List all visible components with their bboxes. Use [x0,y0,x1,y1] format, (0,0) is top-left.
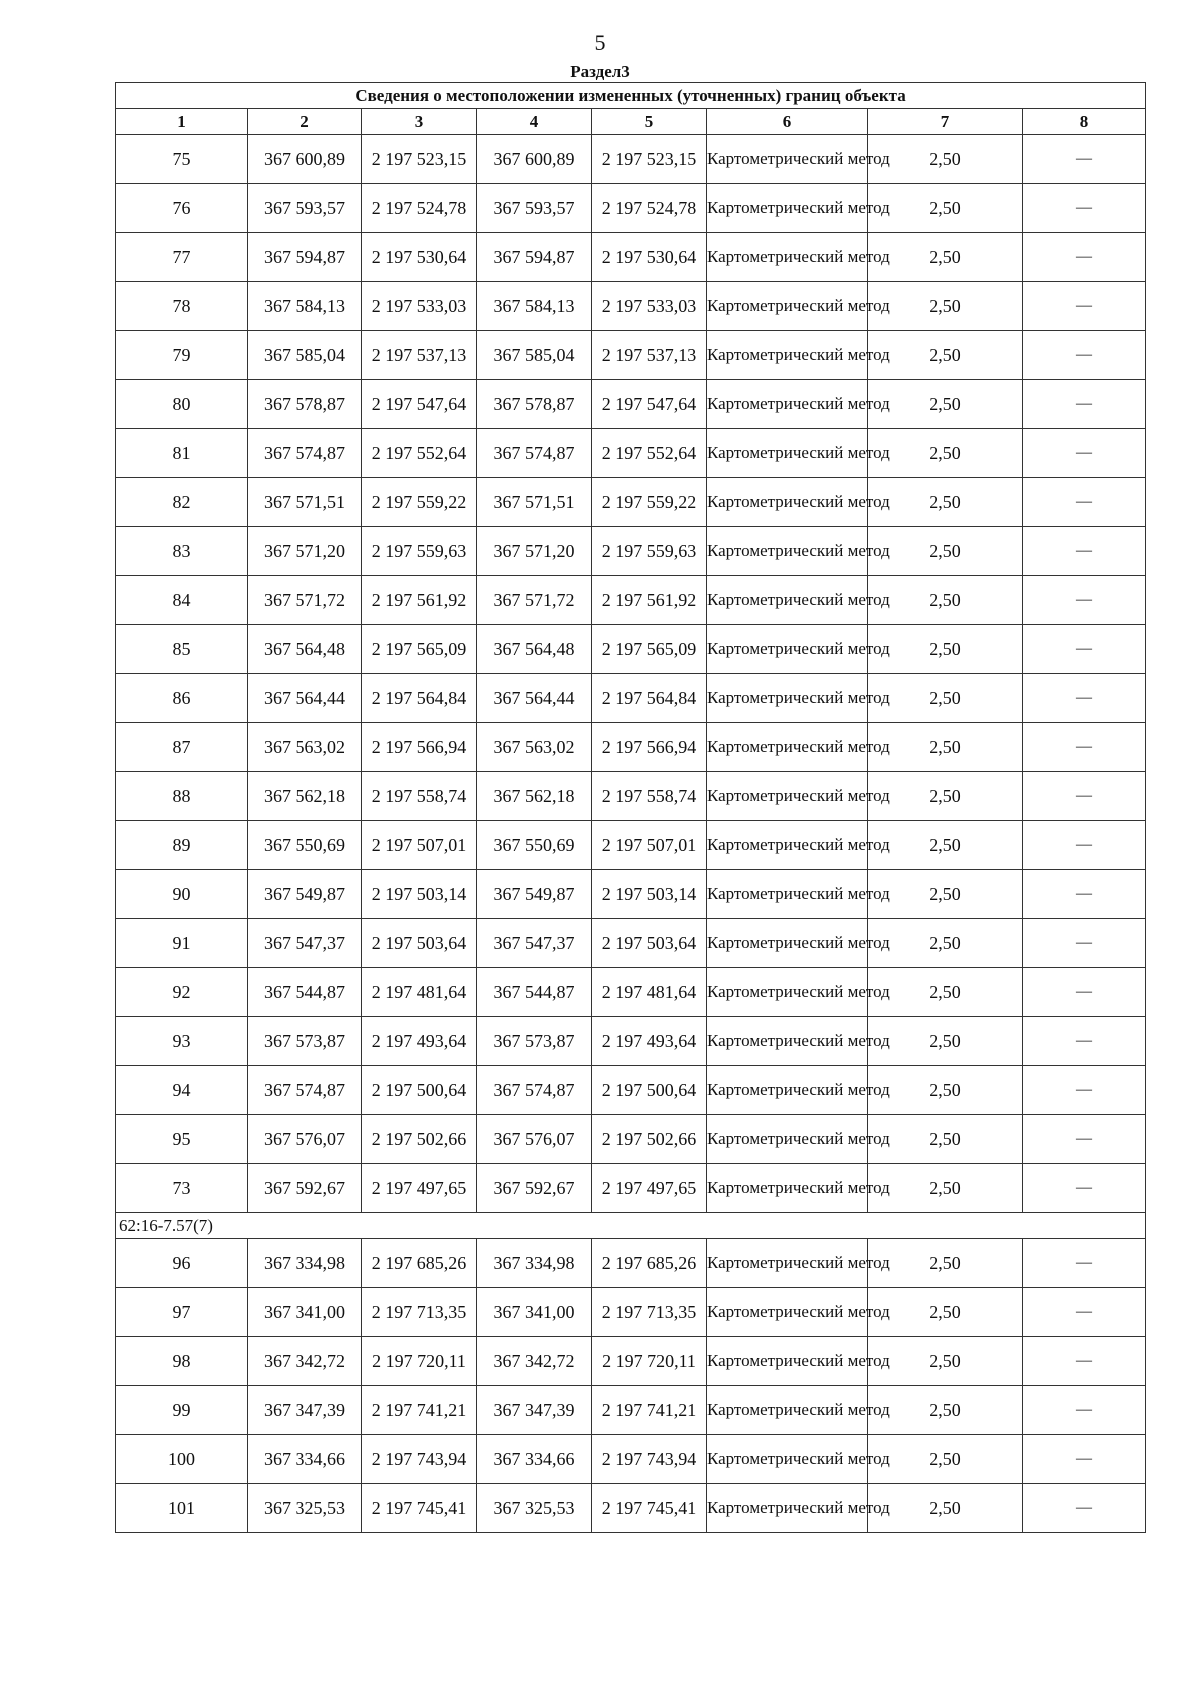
y-old-cell: 2 197 503,14 [362,870,477,919]
y-new-cell: 2 197 745,41 [592,1484,707,1533]
table-row [116,576,1146,625]
section-title: Раздел3 [570,62,630,81]
table-row [116,625,1146,674]
y-new-cell: 2 197 524,78 [592,184,707,233]
note-cell: — [1023,1484,1146,1533]
accuracy-cell: 2,50 [868,625,1023,674]
y-old-cell: 2 197 533,03 [362,282,477,331]
note-cell: — [1023,233,1146,282]
accuracy-cell: 2,50 [868,576,1023,625]
point-number-cell: 98 [116,1337,248,1386]
method-cell: Картометрический метод [707,184,868,233]
y-old-cell: 2 197 503,64 [362,919,477,968]
accuracy-cell: 2,50 [868,821,1023,870]
method-cell: Картометрический метод [707,527,868,576]
y-new-cell: 2 197 565,09 [592,625,707,674]
x-new-cell: 367 574,87 [477,1066,592,1115]
y-new-cell: 2 197 481,64 [592,968,707,1017]
x-new-cell: 367 592,67 [477,1164,592,1213]
method-cell: Картометрический метод [707,429,868,478]
method-cell: Картометрический метод [707,1239,868,1288]
point-number-cell: 75 [116,135,248,184]
table-body-group-1 [116,135,1146,1213]
y-new-cell: 2 197 537,13 [592,331,707,380]
note-cell: — [1023,625,1146,674]
x-new-cell: 367 574,87 [477,429,592,478]
x-new-cell: 367 549,87 [477,870,592,919]
accuracy-cell: 2,50 [868,1288,1023,1337]
x-old-cell: 367 564,48 [248,625,362,674]
x-old-cell: 367 334,66 [248,1435,362,1484]
accuracy-cell: 2,50 [868,1017,1023,1066]
x-old-cell: 367 574,87 [248,429,362,478]
method-cell: Картометрический метод [707,674,868,723]
point-number-cell: 91 [116,919,248,968]
table-row [116,1066,1146,1115]
point-number-cell: 97 [116,1288,248,1337]
x-old-cell: 367 325,53 [248,1484,362,1533]
accuracy-cell: 2,50 [868,478,1023,527]
y-new-cell: 2 197 743,94 [592,1435,707,1484]
column-number-row [116,109,1146,135]
x-new-cell: 367 325,53 [477,1484,592,1533]
note-cell: — [1023,968,1146,1017]
x-old-cell: 367 564,44 [248,674,362,723]
y-new-cell: 2 197 558,74 [592,772,707,821]
x-old-cell: 367 571,72 [248,576,362,625]
method-cell: Картометрический метод [707,772,868,821]
table-row [116,1288,1146,1337]
x-new-cell: 367 578,87 [477,380,592,429]
note-cell: — [1023,1386,1146,1435]
x-new-cell: 367 334,66 [477,1435,592,1484]
x-new-cell: 367 593,57 [477,184,592,233]
y-new-cell: 2 197 720,11 [592,1337,707,1386]
accuracy-cell: 2,50 [868,184,1023,233]
table-row [116,1115,1146,1164]
note-cell: — [1023,674,1146,723]
y-old-cell: 2 197 561,92 [362,576,477,625]
y-new-cell: 2 197 493,64 [592,1017,707,1066]
method-cell: Картометрический метод [707,1115,868,1164]
method-cell: Картометрический метод [707,723,868,772]
y-new-cell: 2 197 561,92 [592,576,707,625]
note-cell: — [1023,527,1146,576]
x-new-cell: 367 563,02 [477,723,592,772]
table-row [116,1017,1146,1066]
method-cell: Картометрический метод [707,1435,868,1484]
table-row [116,380,1146,429]
group-row [116,1213,1146,1239]
x-old-cell: 367 584,13 [248,282,362,331]
point-number-cell: 81 [116,429,248,478]
accuracy-cell: 2,50 [868,380,1023,429]
note-cell: — [1023,576,1146,625]
x-new-cell: 367 550,69 [477,821,592,870]
x-new-cell: 367 547,37 [477,919,592,968]
x-new-cell: 367 562,18 [477,772,592,821]
x-old-cell: 367 347,39 [248,1386,362,1435]
y-old-cell: 2 197 564,84 [362,674,477,723]
x-old-cell: 367 342,72 [248,1337,362,1386]
column-number: 1 [116,109,248,135]
y-old-cell: 2 197 502,66 [362,1115,477,1164]
x-old-cell: 367 571,20 [248,527,362,576]
x-old-cell: 367 573,87 [248,1017,362,1066]
y-old-cell: 2 197 720,11 [362,1337,477,1386]
method-cell: Картометрический метод [707,282,868,331]
method-cell: Картометрический метод [707,478,868,527]
table-caption: Сведения о местоположении измененных (уточненных) границ объекта [116,83,1146,109]
x-new-cell: 367 334,98 [477,1239,592,1288]
point-number-cell: 84 [116,576,248,625]
x-old-cell: 367 571,51 [248,478,362,527]
point-number-cell: 73 [116,1164,248,1213]
accuracy-cell: 2,50 [868,723,1023,772]
y-old-cell: 2 197 524,78 [362,184,477,233]
y-new-cell: 2 197 523,15 [592,135,707,184]
point-number-cell: 95 [116,1115,248,1164]
y-new-cell: 2 197 741,21 [592,1386,707,1435]
x-old-cell: 367 593,57 [248,184,362,233]
y-old-cell: 2 197 530,64 [362,233,477,282]
note-cell: — [1023,1164,1146,1213]
accuracy-cell: 2,50 [868,1337,1023,1386]
table-row [116,1337,1146,1386]
column-number: 7 [868,109,1023,135]
y-old-cell: 2 197 481,64 [362,968,477,1017]
accuracy-cell: 2,50 [868,772,1023,821]
point-number-cell: 79 [116,331,248,380]
point-number-cell: 101 [116,1484,248,1533]
y-old-cell: 2 197 500,64 [362,1066,477,1115]
method-cell: Картометрический метод [707,1386,868,1435]
table-row [116,674,1146,723]
point-number-cell: 96 [116,1239,248,1288]
x-old-cell: 367 544,87 [248,968,362,1017]
table-row [116,1164,1146,1213]
accuracy-cell: 2,50 [868,527,1023,576]
accuracy-cell: 2,50 [868,1484,1023,1533]
y-new-cell: 2 197 552,64 [592,429,707,478]
point-number-cell: 92 [116,968,248,1017]
x-old-cell: 367 578,87 [248,380,362,429]
table-row [116,184,1146,233]
x-old-cell: 367 585,04 [248,331,362,380]
table-row [116,429,1146,478]
accuracy-cell: 2,50 [868,1066,1023,1115]
y-new-cell: 2 197 503,64 [592,919,707,968]
x-new-cell: 367 342,72 [477,1337,592,1386]
x-new-cell: 367 576,07 [477,1115,592,1164]
y-old-cell: 2 197 507,01 [362,821,477,870]
accuracy-cell: 2,50 [868,1386,1023,1435]
table-row [116,821,1146,870]
note-cell: — [1023,1337,1146,1386]
accuracy-cell: 2,50 [868,429,1023,478]
note-cell: — [1023,1239,1146,1288]
note-cell: — [1023,1017,1146,1066]
y-new-cell: 2 197 503,14 [592,870,707,919]
accuracy-cell: 2,50 [868,1435,1023,1484]
method-cell: Картометрический метод [707,870,868,919]
accuracy-cell: 2,50 [868,1239,1023,1288]
x-old-cell: 367 594,87 [248,233,362,282]
x-old-cell: 367 547,37 [248,919,362,968]
y-new-cell: 2 197 547,64 [592,380,707,429]
x-new-cell: 367 347,39 [477,1386,592,1435]
table-row [116,1484,1146,1533]
note-cell: — [1023,919,1146,968]
y-new-cell: 2 197 559,22 [592,478,707,527]
point-number-cell: 78 [116,282,248,331]
note-cell: — [1023,870,1146,919]
y-old-cell: 2 197 547,64 [362,380,477,429]
y-new-cell: 2 197 564,84 [592,674,707,723]
table-row [116,968,1146,1017]
x-new-cell: 367 564,44 [477,674,592,723]
point-number-cell: 87 [116,723,248,772]
note-cell: — [1023,1115,1146,1164]
coordinates-table [115,82,1146,1533]
accuracy-cell: 2,50 [868,674,1023,723]
accuracy-cell: 2,50 [868,1164,1023,1213]
accuracy-cell: 2,50 [868,135,1023,184]
method-cell: Картометрический метод [707,1017,868,1066]
column-number: 2 [248,109,362,135]
accuracy-cell: 2,50 [868,1115,1023,1164]
method-cell: Картометрический метод [707,1066,868,1115]
note-cell: — [1023,184,1146,233]
method-cell: Картометрический метод [707,968,868,1017]
method-cell: Картометрический метод [707,576,868,625]
y-old-cell: 2 197 713,35 [362,1288,477,1337]
x-old-cell: 367 550,69 [248,821,362,870]
point-number-cell: 85 [116,625,248,674]
note-cell: — [1023,429,1146,478]
table-row [116,1239,1146,1288]
x-old-cell: 367 563,02 [248,723,362,772]
y-new-cell: 2 197 497,65 [592,1164,707,1213]
method-cell: Картометрический метод [707,331,868,380]
table-body-group-label [116,1213,1146,1239]
x-old-cell: 367 334,98 [248,1239,362,1288]
table-row [116,331,1146,380]
y-old-cell: 2 197 559,63 [362,527,477,576]
table-row [116,527,1146,576]
y-new-cell: 2 197 502,66 [592,1115,707,1164]
point-number-cell: 94 [116,1066,248,1115]
method-cell: Картометрический метод [707,1288,868,1337]
note-cell: — [1023,1435,1146,1484]
x-old-cell: 367 576,07 [248,1115,362,1164]
table-row [116,135,1146,184]
note-cell: — [1023,723,1146,772]
y-old-cell: 2 197 559,22 [362,478,477,527]
method-cell: Картометрический метод [707,135,868,184]
y-old-cell: 2 197 566,94 [362,723,477,772]
point-number-cell: 77 [116,233,248,282]
x-new-cell: 367 544,87 [477,968,592,1017]
table-row [116,1435,1146,1484]
method-cell: Картометрический метод [707,821,868,870]
y-old-cell: 2 197 552,64 [362,429,477,478]
table-row [116,478,1146,527]
x-old-cell: 367 592,67 [248,1164,362,1213]
x-new-cell: 367 564,48 [477,625,592,674]
method-cell: Картометрический метод [707,380,868,429]
note-cell: — [1023,1066,1146,1115]
page-number: 5 [594,30,606,55]
y-new-cell: 2 197 685,26 [592,1239,707,1288]
column-number: 8 [1023,109,1146,135]
point-number-cell: 86 [116,674,248,723]
x-old-cell: 367 549,87 [248,870,362,919]
point-number-cell: 82 [116,478,248,527]
table-body-group-2 [116,1239,1146,1533]
note-cell: — [1023,135,1146,184]
y-old-cell: 2 197 565,09 [362,625,477,674]
point-number-cell: 80 [116,380,248,429]
table-row [116,282,1146,331]
note-cell: — [1023,380,1146,429]
note-cell: — [1023,478,1146,527]
point-number-cell: 100 [116,1435,248,1484]
y-old-cell: 2 197 537,13 [362,331,477,380]
y-old-cell: 2 197 745,41 [362,1484,477,1533]
method-cell: Картометрический метод [707,1337,868,1386]
x-old-cell: 367 574,87 [248,1066,362,1115]
x-old-cell: 367 341,00 [248,1288,362,1337]
point-number-cell: 90 [116,870,248,919]
method-cell: Картометрический метод [707,1484,868,1533]
x-new-cell: 367 571,51 [477,478,592,527]
note-cell: — [1023,772,1146,821]
x-new-cell: 367 571,72 [477,576,592,625]
x-new-cell: 367 341,00 [477,1288,592,1337]
y-new-cell: 2 197 533,03 [592,282,707,331]
y-old-cell: 2 197 558,74 [362,772,477,821]
point-number-cell: 99 [116,1386,248,1435]
y-new-cell: 2 197 713,35 [592,1288,707,1337]
x-new-cell: 367 571,20 [477,527,592,576]
y-old-cell: 2 197 743,94 [362,1435,477,1484]
y-new-cell: 2 197 566,94 [592,723,707,772]
method-cell: Картометрический метод [707,625,868,674]
method-cell: Картометрический метод [707,1164,868,1213]
point-number-cell: 76 [116,184,248,233]
x-old-cell: 367 562,18 [248,772,362,821]
note-cell: — [1023,1288,1146,1337]
point-number-cell: 88 [116,772,248,821]
y-new-cell: 2 197 530,64 [592,233,707,282]
y-old-cell: 2 197 493,64 [362,1017,477,1066]
point-number-cell: 93 [116,1017,248,1066]
y-old-cell: 2 197 523,15 [362,135,477,184]
column-number: 6 [707,109,868,135]
point-number-cell: 83 [116,527,248,576]
accuracy-cell: 2,50 [868,233,1023,282]
accuracy-cell: 2,50 [868,282,1023,331]
table-row [116,723,1146,772]
note-cell: — [1023,282,1146,331]
accuracy-cell: 2,50 [868,919,1023,968]
note-cell: — [1023,821,1146,870]
group-label: 62:16-7.57(7) [116,1213,1146,1239]
y-old-cell: 2 197 741,21 [362,1386,477,1435]
method-cell: Картометрический метод [707,919,868,968]
y-old-cell: 2 197 685,26 [362,1239,477,1288]
x-old-cell: 367 600,89 [248,135,362,184]
accuracy-cell: 2,50 [868,331,1023,380]
column-number: 4 [477,109,592,135]
x-new-cell: 367 573,87 [477,1017,592,1066]
table-row [116,919,1146,968]
y-new-cell: 2 197 507,01 [592,821,707,870]
x-new-cell: 367 584,13 [477,282,592,331]
column-number: 3 [362,109,477,135]
x-new-cell: 367 594,87 [477,233,592,282]
column-number: 5 [592,109,707,135]
note-cell: — [1023,331,1146,380]
x-new-cell: 367 585,04 [477,331,592,380]
y-old-cell: 2 197 497,65 [362,1164,477,1213]
accuracy-cell: 2,50 [868,870,1023,919]
x-new-cell: 367 600,89 [477,135,592,184]
table-row [116,233,1146,282]
table-row [116,772,1146,821]
table-row [116,870,1146,919]
point-number-cell: 89 [116,821,248,870]
y-new-cell: 2 197 500,64 [592,1066,707,1115]
accuracy-cell: 2,50 [868,968,1023,1017]
table-row [116,1386,1146,1435]
method-cell: Картометрический метод [707,233,868,282]
y-new-cell: 2 197 559,63 [592,527,707,576]
